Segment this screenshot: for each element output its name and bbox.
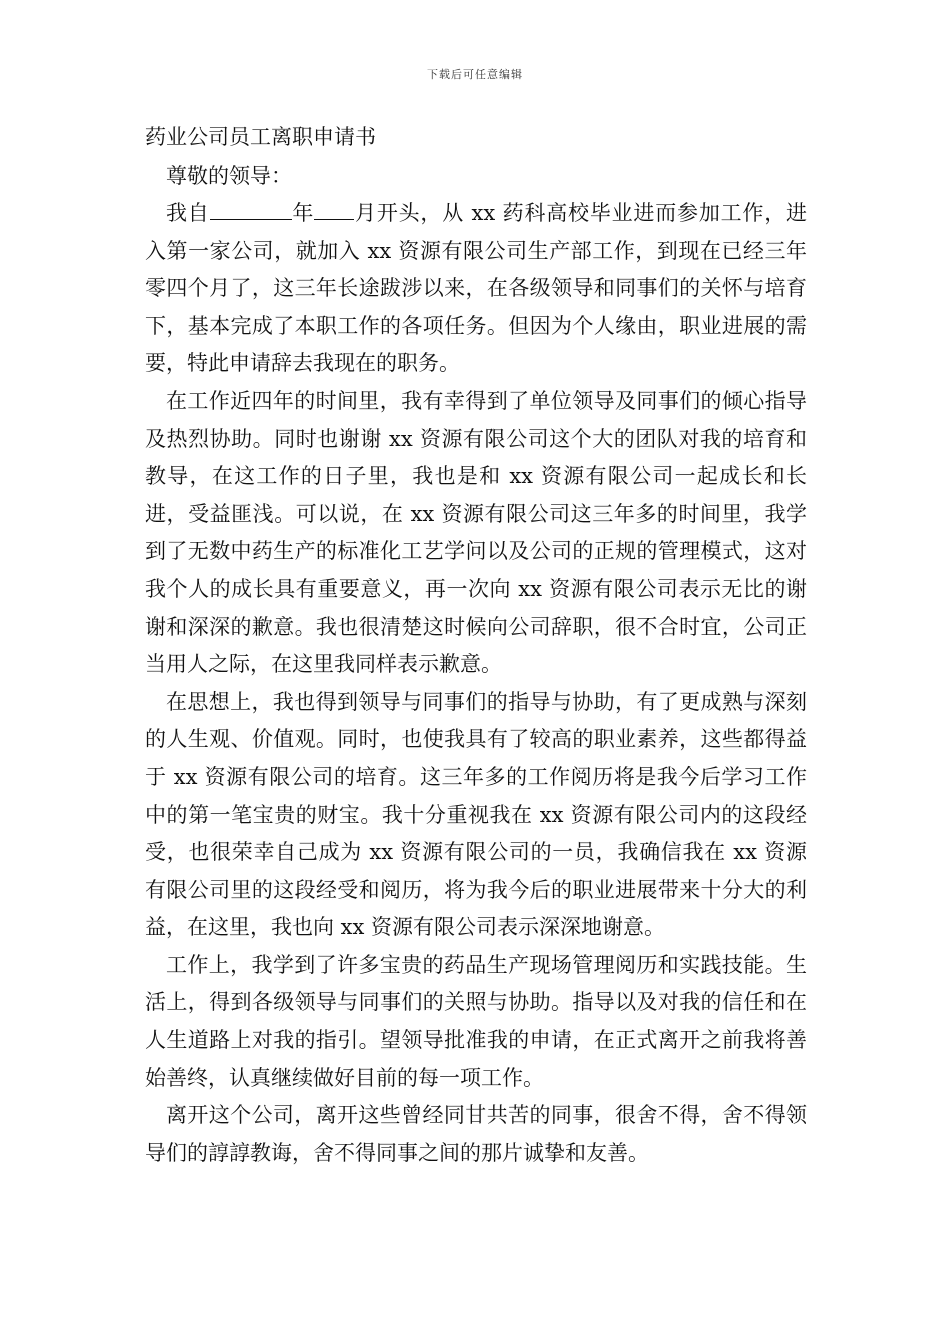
salutation: 尊敬的领导： <box>166 164 292 188</box>
paragraph-1-rest: 月开头，从 xx 药科高校毕业进而参加工作，进入第一家公司，就加入 xx 资源有限公司生产部工作，到现在已经三年零四个月了，这三年长途跋涉以来，在各级领导和同事们的关怀与培育下，基本完成了本职工作的各项任务。但因为个人缘由，职业进展的需要，特此申请辞去我现在的职务。 <box>145 201 808 376</box>
page-header: 下载后可任意编辑 <box>427 68 523 81</box>
paragraph-1-start: 我自 <box>166 201 210 225</box>
month-blank <box>314 197 354 220</box>
document-body <box>145 118 807 1172</box>
year-label: 年 <box>291 201 315 225</box>
year-blank <box>210 197 292 220</box>
paragraph-1 <box>145 195 807 383</box>
paragraph-4: 工作上，我学到了许多宝贵的药品生产现场管理阅历和实践技能。生活上，得到各级领导与同事们的关照与协助。指导以及对我的信任和在人生道路上对我的指引。望领导批准我的申请，在正式离开之前我将善始善终，认真继续做好目前的每一项工作。 <box>145 952 807 1090</box>
document-title: 药业公司员工离职申请书 <box>145 125 376 149</box>
paragraph-3: 在思想上，我也得到领导与同事们的指导与协助，有了更成熟与深刻的人生观、价值观。同时，也使我具有了较高的职业素养，这些都得益于 xx 资源有限公司的培育。这三年多的工作阅历将是我今后学习工作中的第一笔宝贵的财宝。我十分重视我在 xx 资源有限公司内的这段经受，也很荣幸自己成为 xx 资源有限公司的一员，我确信我在 xx 资源有限公司里的这段经受和阅历，将为我今后的职业进展带来十分大的利益，在这里，我也向 xx 资源有限公司表示深深地谢意。 <box>145 689 807 940</box>
paragraph-5: 离开这个公司，离开这些曾经同甘共苦的同事，很舍不得，舍不得领导们的諄諄教诲，舍不得同事之间的那片诚挚和友善。 <box>145 1103 807 1165</box>
paragraph-2: 在工作近四年的时间里，我有幸得到了单位领导及同事们的倾心指导及热烈协助。同时也谢谢 xx 资源有限公司这个大的团队对我的培育和教导，在这工作的日子里，我也是和 xx 资源有限公司一起成长和长进，受益匪浅。可以说，在 xx 资源有限公司这三年多的时间里，我学到了无数中药生产的标准化工艺学问以及公司的正规的管理模式，这对我个人的成长具有重要意义，再一次向 xx 资源有限公司表示无比的谢谢和深深的歉意。我也很清楚这时候向公司辞职，很不合时宜，公司正当用人之际，在这里我同样表示歉意。 <box>145 388 807 677</box>
